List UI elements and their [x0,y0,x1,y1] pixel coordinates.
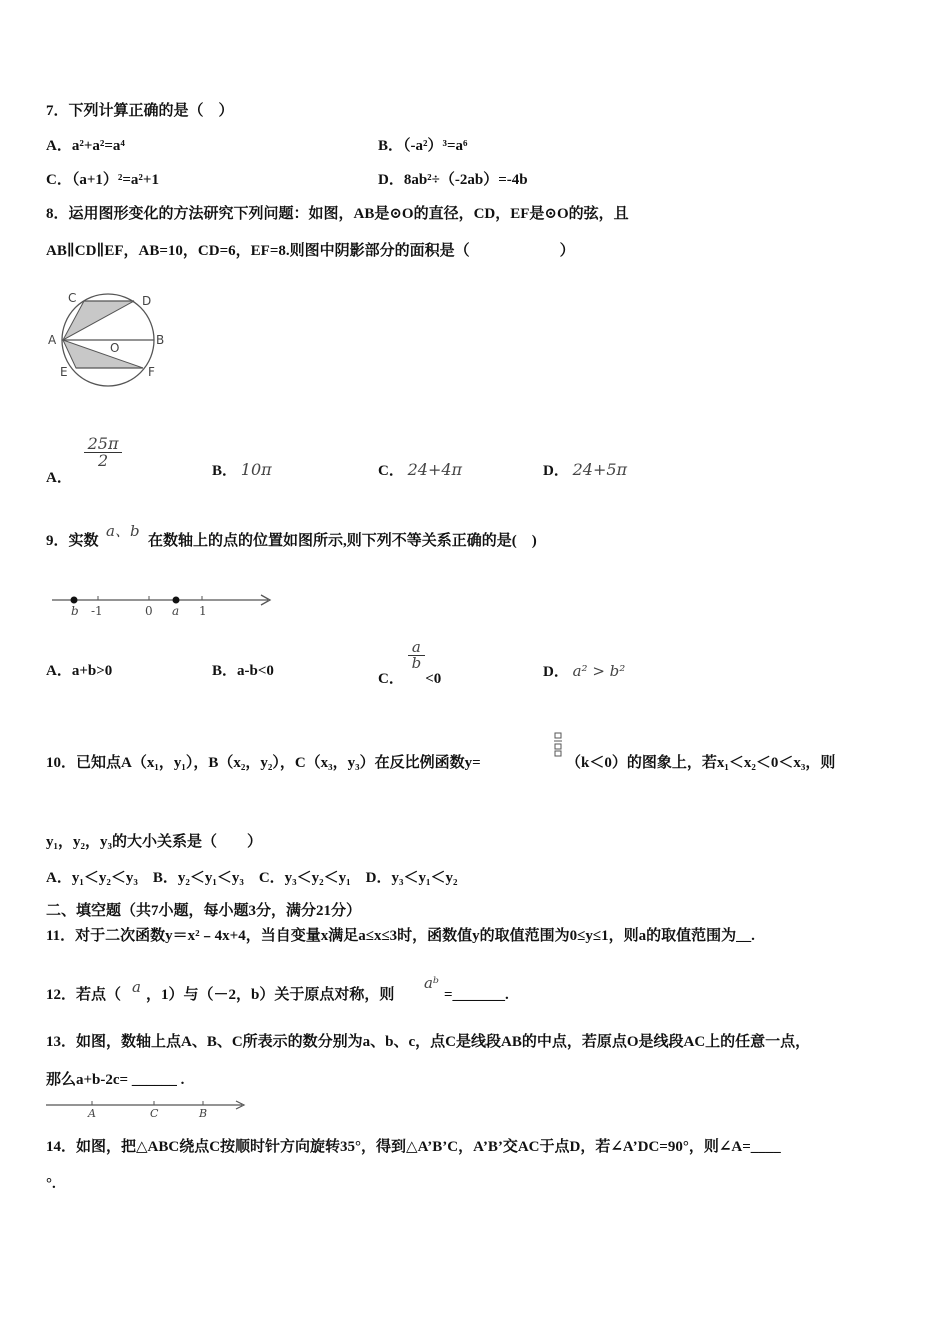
q8-label-o: O [110,341,120,355]
q9-label-a: a [172,604,180,618]
q13-stem-line1: 13．如图，数轴上点A、B、C所表示的数分别为a、b、c，点C是线段AB的中点，若原点O是线段AC上的任意一点， [46,1034,811,1050]
q12-power: aᵇ [424,974,439,992]
q9-point-a [173,597,180,604]
q9-stem-prefix: 9．实数 [46,533,99,549]
q7-option-b: B．（-a²）³=a⁶ [378,138,468,154]
q11-stem: 11．对于二次函数y＝x²﹣4x+4，当自变量x满足a≤x≤3时，函数值y的取值范围为0≤y≤1，则a的取值范围为__. [46,928,755,944]
q9-label-one: 1 [199,604,207,618]
q8-option-a: A． $\frac{25\pi}{2}$ [46,436,122,469]
q13-label-b: B [199,1107,208,1120]
q9-option-a: A．a+b>0 [46,663,113,679]
q8-stem-line1: 8．运用图形变化的方法研究下列问题：如图，AB是⊙O的直径，CD，EF是⊙O的弦，且 [46,206,629,222]
q10-options: A．y₁＜y₂＜y₃ B．y₂＜y₁＜y₃ C．y₃＜y₂＜y₁ D．y₃＜y₁＜y₂ [46,870,458,886]
q13-number-line [44,1097,249,1119]
q8-option-d: D． 24+5π [543,460,628,479]
q14-stem-line2: °. [46,1176,56,1192]
q12-var-a: a [132,978,141,996]
q10-stem-line1-b: （k＜0）的图象上，若x₁＜x₂＜0＜x₃，则 [566,755,836,771]
q8-stem-line2: AB∥CD∥EF，AB=10，CD=6，EF=8.则图中阴影部分的面积是（ ） [46,243,575,259]
q9-vars: a、b [106,522,140,540]
q12-middle: ，1）与（－2，b）关于原点对称，则 [146,987,395,1003]
q9-option-c: C． $\frac{a}{b}$ <0 [378,638,442,687]
q7-stem: 7．下列计算正确的是（ ） [46,103,234,119]
q8-label-a: A [48,333,57,347]
q12-suffix: =_______. [444,987,509,1003]
q8-label-d: D [142,294,152,308]
q8-label-b: B [156,333,165,347]
q12-prefix: 12．若点（ [46,987,122,1003]
q9-label-zero: 0 [145,604,153,618]
q9-label-b: b [71,604,79,618]
q9-stem-suffix: 在数轴上的点的位置如图所示,则下列不等关系正确的是( ) [148,533,537,549]
q9-option-d: D． a² > b² [543,662,626,680]
q10-stem-line2: y₁，y₂，y₃的大小关系是（ ） [46,834,262,850]
q8-label-e: E [60,365,68,379]
q9-point-b [71,597,78,604]
q13-label-c: C [150,1107,159,1120]
q10-k-over-x-fraction [553,732,563,758]
q8-shaded-top [63,301,134,340]
q8-option-b: B． 10π [212,460,272,479]
q13-stem-line2: 那么a+b-2c= ______ . [46,1072,185,1088]
q13-label-a: A [88,1107,96,1120]
q8-option-c: C． 24+4π [378,460,463,479]
q10-stem-line1-a: 10．已知点A（x₁，y₁），B（x₂，y₂），C（x₃，y₃）在反比例函数y= [46,755,481,771]
q8-shaded-bottom [63,340,143,368]
q9-option-b: B．a-b<0 [212,663,274,679]
q7-option-d: D．8ab²÷（-2ab）=-4b [378,172,528,188]
q14-stem-line1: 14．如图，把△ABC绕点C按顺时针方向旋转35°，得到△A’B’C，A’B’交AC于点D，若∠A’DC=90°，则∠A=____ [46,1139,781,1155]
q9-number-line [50,590,275,620]
q8-option-a-fraction: $\frac{25\pi}{2}$ [84,436,123,469]
section-2-heading: 二、填空题（共7小题，每小题3分，满分21分） [46,903,362,919]
q8-circle-figure [46,288,176,388]
q8-label-c: C [68,291,77,305]
q9-option-c-fraction: $\frac{a}{b}$ [408,640,426,671]
q7-option-c: C．（a+1）²=a²+1 [46,172,159,188]
q9-label-minus1: -1 [91,604,103,618]
q8-label-f: F [148,365,155,379]
q7-option-a: A．a²+a²=a⁴ [46,138,125,154]
